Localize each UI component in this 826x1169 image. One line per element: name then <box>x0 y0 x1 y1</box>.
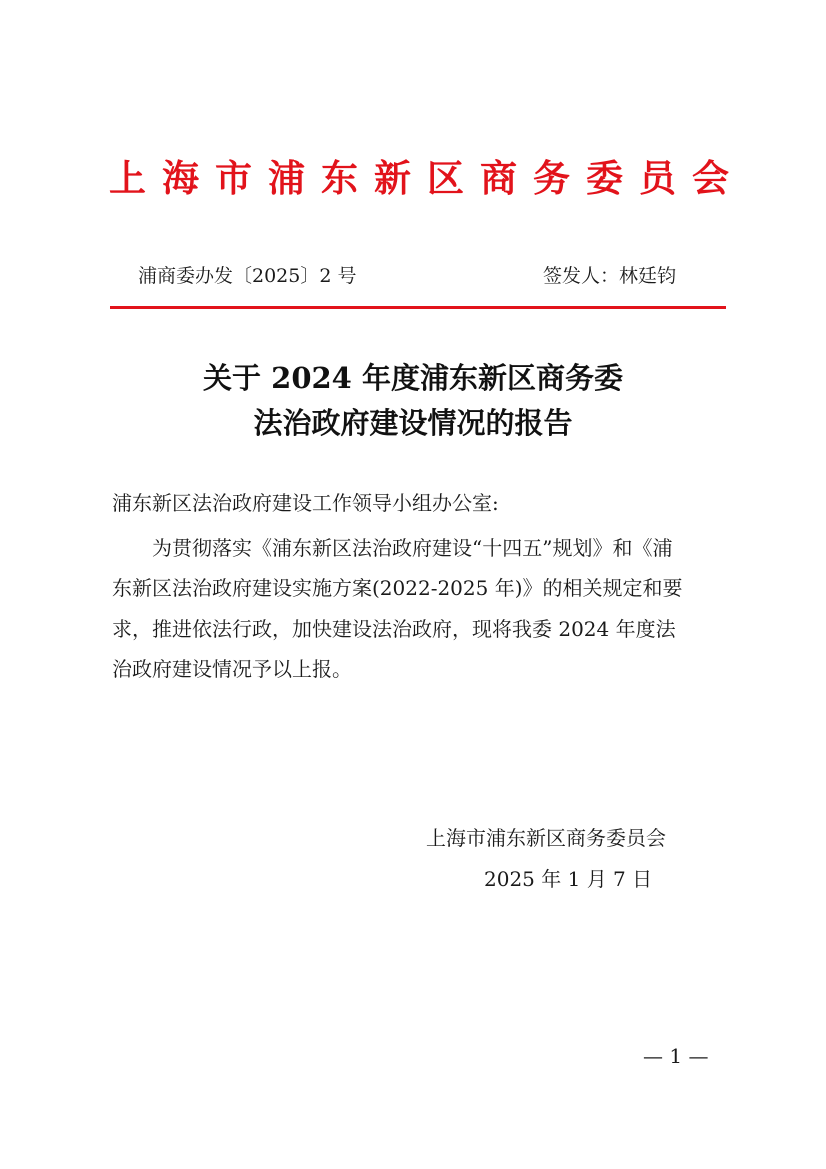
body-line: 东新区法治政府建设实施方案(2022-2025 年)》的相关规定和要 <box>112 576 683 600</box>
org-header <box>109 150 729 208</box>
salutation: 浦东新区法治政府建设工作领导小组办公室: <box>112 491 499 515</box>
org-header-char: 委 <box>586 157 623 200</box>
body-line: 求，推进依法行政，加快建设法治政府，现将我委 2024 年度法 <box>112 617 676 641</box>
red-divider <box>110 306 726 309</box>
document-title-line-2: 法治政府建设情况的报告 <box>253 406 573 440</box>
signer: 签发人：林廷钧 <box>543 265 677 287</box>
org-header-char: 员 <box>639 157 676 200</box>
org-header-char: 新 <box>374 157 411 200</box>
signature-date: 2025 年 1 月 7 日 <box>484 867 653 891</box>
org-header-char: 务 <box>533 157 570 200</box>
org-header-char: 海 <box>162 157 199 200</box>
signature-organization: 上海市浦东新区商务委员会 <box>426 826 666 850</box>
org-header-char: 东 <box>321 157 358 200</box>
page-number: — 1 — <box>643 1044 709 1068</box>
org-header-char: 商 <box>480 157 517 200</box>
org-header-char: 市 <box>215 157 252 200</box>
org-header-char: 区 <box>427 157 464 200</box>
org-header-char: 浦 <box>268 157 305 200</box>
document-number: 浦商委办发〔2025〕2 号 <box>138 265 357 287</box>
org-header-char: 上 <box>109 157 146 200</box>
document-title-line-1: 关于 2024 年度浦东新区商务委 <box>203 361 623 395</box>
body-line: 为贯彻落实《浦东新区法治政府建设“十四五”规划》和《浦 <box>152 536 673 560</box>
body-line: 治政府建设情况予以上报。 <box>112 657 352 681</box>
org-header-char: 会 <box>692 157 729 200</box>
